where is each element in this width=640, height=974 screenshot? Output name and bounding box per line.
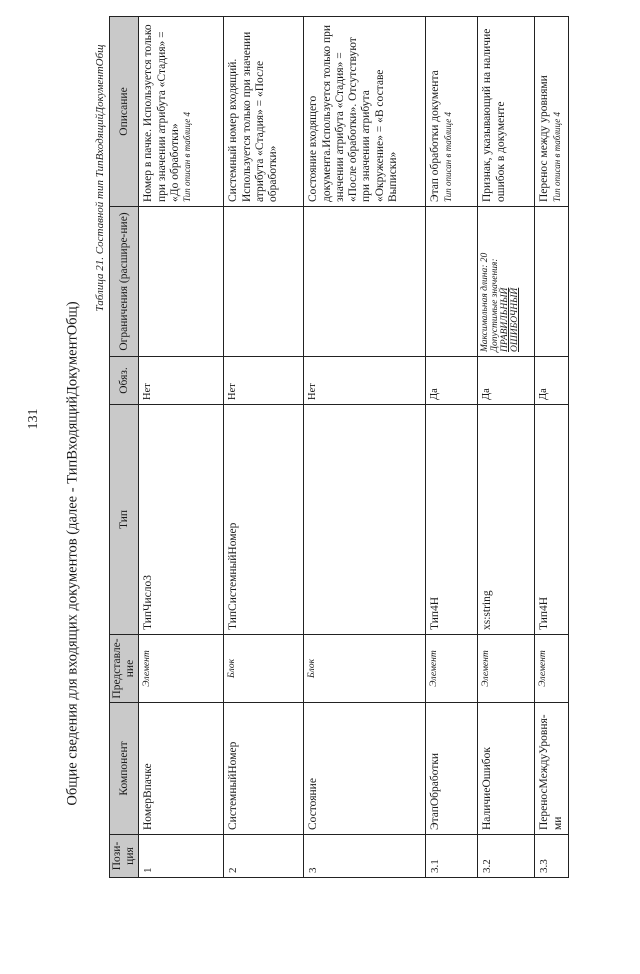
- description-text: Перенос между уровнями: [538, 75, 551, 202]
- header-representation: Представле-ние: [110, 635, 139, 703]
- header-required: Обяз.: [110, 357, 139, 405]
- cell-representation: Элемент: [535, 635, 568, 703]
- type-reference-note: Тип описан в таблице 4: [182, 112, 193, 202]
- cell-representation: Элемент: [139, 635, 224, 703]
- cell-representation: Элемент: [426, 635, 478, 703]
- cell-restrictions: [304, 207, 426, 357]
- cell-type: ТипСистемныйНомер: [224, 405, 304, 635]
- description-text: Признак, указывающий на наличие ошибок в документе: [481, 28, 507, 202]
- cell-restrictions: [224, 207, 304, 357]
- page-number: 131: [26, 408, 41, 430]
- cell-type: xs:string: [478, 405, 535, 635]
- header-type: Тип: [110, 405, 139, 635]
- table-body: [139, 17, 568, 878]
- table-row: [304, 17, 426, 878]
- cell-component: Состояние: [304, 703, 426, 835]
- table-row: [224, 17, 304, 878]
- header-description: Описание: [110, 17, 139, 207]
- cell-restrictions: [139, 207, 224, 357]
- cell-position: 3: [304, 835, 426, 878]
- cell-type: Тип4Н: [535, 405, 568, 635]
- type-reference-note: Тип описан в таблице 4: [442, 112, 453, 202]
- cell-required: Нет: [139, 357, 224, 405]
- document-title: Общие сведения для входящих документов (далее - ТипВходящийДокументОбщ): [64, 301, 81, 806]
- components-table: [109, 16, 569, 878]
- cell-position: 1: [139, 835, 224, 878]
- type-reference-note: Тип описан в таблице 4: [551, 112, 562, 202]
- table-container: [109, 17, 564, 878]
- cell-restrictions: [426, 207, 478, 357]
- table-caption: Таблица 21. Составной тип ТипВходящийДокументОбщ: [94, 44, 106, 312]
- table-header-row: [110, 17, 139, 878]
- cell-required: Нет: [224, 357, 304, 405]
- cell-position: 3.3: [535, 835, 568, 878]
- cell-position: 3.2: [478, 835, 535, 878]
- description-text: Этап обработки документа: [429, 70, 442, 202]
- cell-representation: Элемент: [478, 635, 535, 703]
- table-row: [535, 17, 568, 878]
- restriction-line: Максимальная длина: 20: [480, 252, 491, 352]
- description-text: Номер в пачке. Используется только при значении атрибута «Стадия» = «До обработки»: [142, 24, 181, 202]
- cell-position: 2: [224, 835, 304, 878]
- cell-representation: Блок: [304, 635, 426, 703]
- header-position: Пози-ция: [110, 835, 139, 878]
- cell-required: Да: [426, 357, 478, 405]
- table-row: [139, 17, 224, 878]
- cell-restrictions: [478, 207, 535, 357]
- cell-component: СистемныйНомер: [224, 703, 304, 835]
- cell-required: Да: [478, 357, 535, 405]
- cell-description: [426, 17, 478, 207]
- restriction-line: ОШИБОЧНЫЙ: [510, 287, 521, 352]
- cell-component: НаличиеОшибок: [478, 703, 535, 835]
- cell-component: ПереносМеждуУровня-ми: [535, 703, 568, 835]
- cell-restrictions: [535, 207, 568, 357]
- cell-representation: Блок: [224, 635, 304, 703]
- cell-type: [304, 405, 426, 635]
- cell-required: Да: [535, 357, 568, 405]
- restriction-line: Допустимые значения:: [490, 258, 501, 352]
- cell-description: [224, 17, 304, 207]
- cell-description: [478, 17, 535, 207]
- restriction-line: ПРАВИЛЬНЫЙ: [500, 287, 511, 352]
- cell-description: [535, 17, 568, 207]
- cell-type: ТипЧисло3: [139, 405, 224, 635]
- cell-component: НомерВпачке: [139, 703, 224, 835]
- table-row: [478, 17, 535, 878]
- description-text: Системный номер входящий. Используется только при значении атрибута «Стадия» = «После обработки»: [227, 31, 280, 202]
- cell-component: ЭтапОбработки: [426, 703, 478, 835]
- cell-position: 3.1: [426, 835, 478, 878]
- table-row: [426, 17, 478, 878]
- header-component: Компонент: [110, 703, 139, 835]
- cell-required: Нет: [304, 357, 426, 405]
- cell-description: [139, 17, 224, 207]
- description-text: Состояние входящего документа.Используется только при значении атрибута «Стадия» = «После обработки». Отсутствуют при значении атрибута «Окружение» = «В составе Выписки»: [307, 24, 399, 202]
- header-restrictions: Ограничения (расшире-ние): [110, 207, 139, 357]
- cell-description: [304, 17, 426, 207]
- cell-type: Тип4Н: [426, 405, 478, 635]
